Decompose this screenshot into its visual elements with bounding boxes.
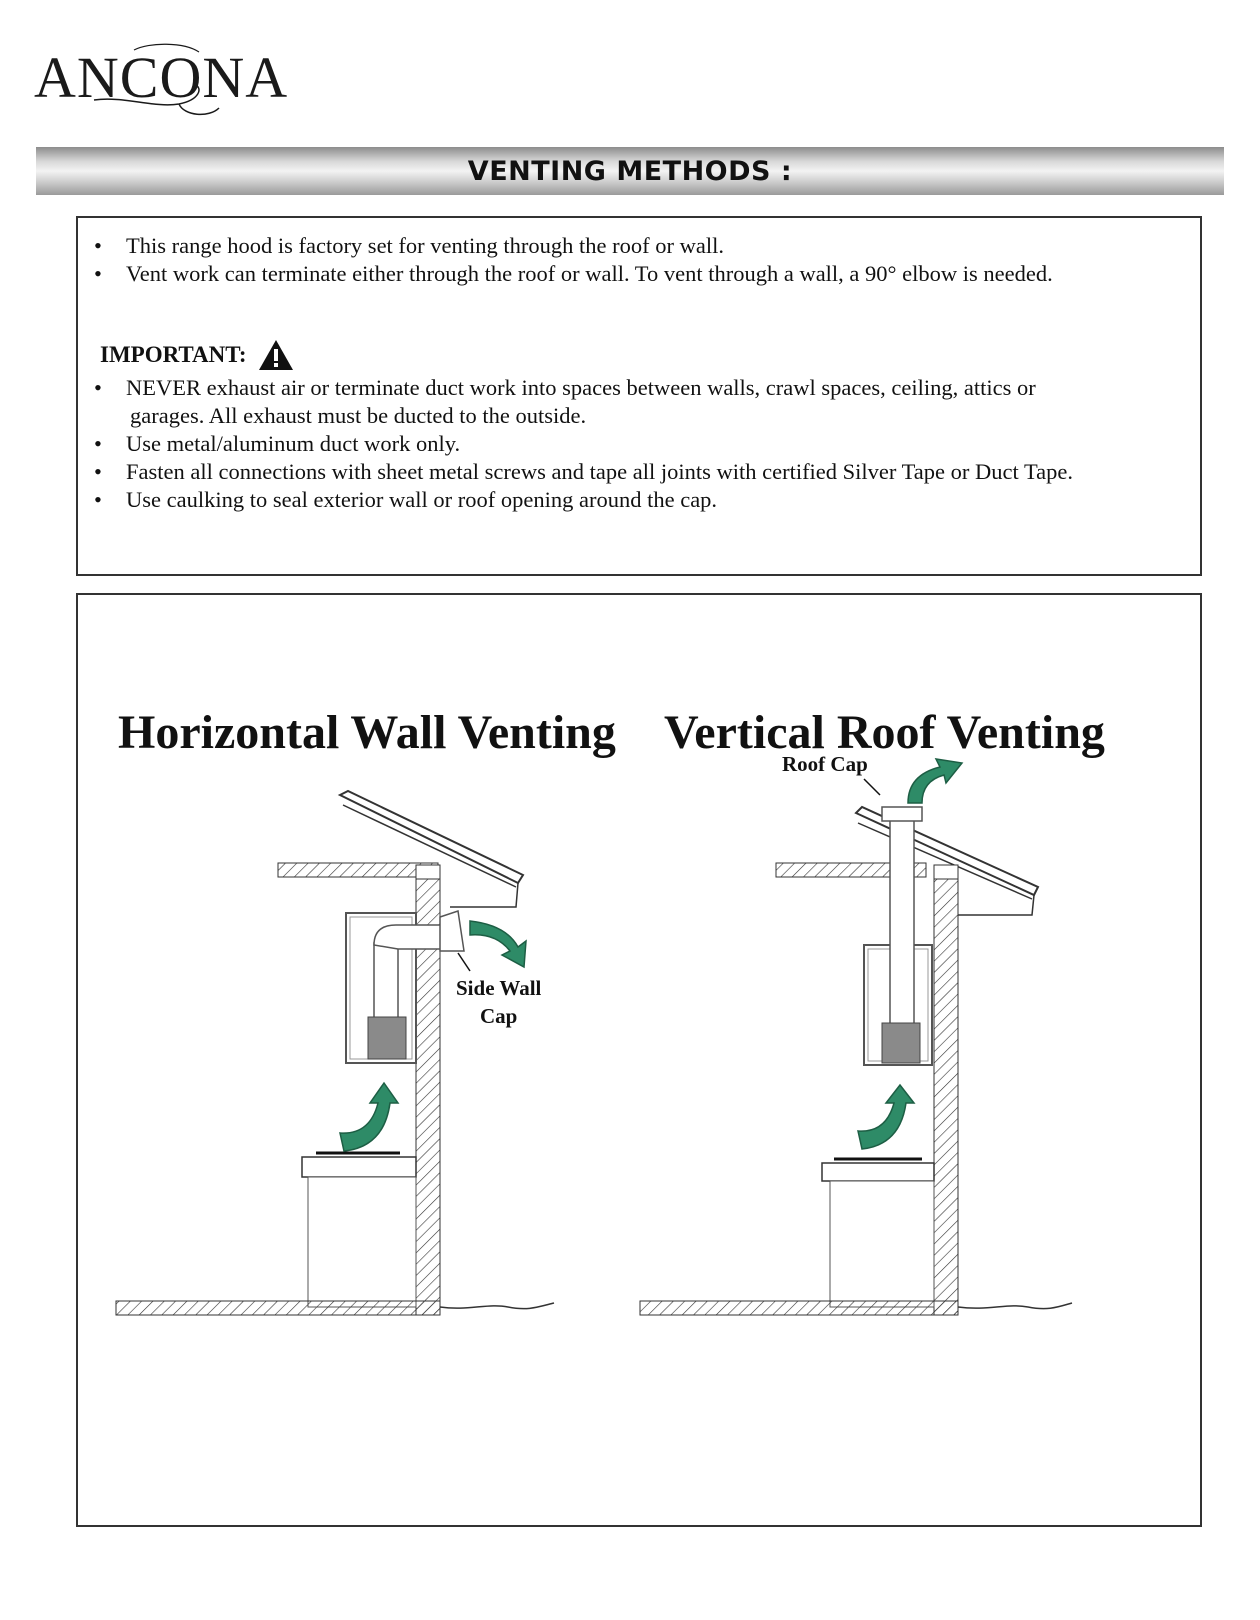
floor xyxy=(640,1301,958,1315)
horizontal-venting-title: Horizontal Wall Venting xyxy=(118,706,616,759)
exhaust-arrow-icon xyxy=(908,759,962,803)
section-banner xyxy=(36,147,1224,195)
section-title: VENTING METHODS : xyxy=(467,155,793,187)
list-item xyxy=(90,374,1190,430)
roof-cap xyxy=(882,807,922,821)
side-wall-cap-label-2: Cap xyxy=(480,1004,518,1028)
horizontal-venting-diagram xyxy=(116,791,554,1315)
ceiling-slab xyxy=(278,863,438,877)
list-item-line: NEVER exhaust air or terminate duct work into spaces between walls, crawl spaces, ceiling, attics or xyxy=(126,375,1036,400)
exterior-wall xyxy=(934,877,958,1315)
list-item: • Vent work can terminate either through the roof or wall. To vent through a wall, a 90° elbow is needed. xyxy=(90,260,1190,288)
vertical-venting-title: Vertical Roof Venting xyxy=(664,706,1105,759)
cabinet xyxy=(830,1181,934,1307)
important-list xyxy=(90,374,1190,514)
cabinet xyxy=(308,1177,416,1307)
list-item: • This range hood is factory set for venting through the roof or wall. xyxy=(90,232,1190,260)
airflow-arrow-icon xyxy=(858,1085,914,1149)
logo-swirl-icon xyxy=(34,38,304,118)
side-wall-cap-label: Side Wall xyxy=(456,976,542,1000)
brand-name: ANCONA xyxy=(34,45,289,110)
blower-motor xyxy=(882,1023,920,1063)
important-label: IMPORTANT: xyxy=(100,342,247,367)
important-heading xyxy=(100,338,295,372)
list-item-line: garages. All exhaust must be ducted to the outside. xyxy=(130,403,587,428)
list-item: • Use caulking to seal exterior wall or roof opening around the cap. xyxy=(90,486,1190,514)
countertop xyxy=(822,1163,934,1181)
side-wall-cap xyxy=(440,911,464,951)
roof-cap-label: Roof Cap xyxy=(782,752,868,776)
list-item: • Fasten all connections with sheet metal screws and tape all joints with certified Silver Tape or Duct Tape. xyxy=(90,458,1190,486)
list-item: • Use metal/aluminum duct work only. xyxy=(90,430,1190,458)
warning-icon xyxy=(257,338,295,372)
airflow-arrow-icon xyxy=(340,1083,398,1151)
venting-diagrams xyxy=(78,595,1200,1525)
vertical-venting-diagram xyxy=(640,752,1072,1315)
countertop xyxy=(302,1157,416,1177)
blower-motor xyxy=(368,1017,406,1059)
floor xyxy=(116,1301,440,1315)
duct xyxy=(890,817,914,1029)
instructions-box xyxy=(76,216,1202,576)
ancona-logo xyxy=(34,38,304,118)
diagrams-box xyxy=(76,593,1202,1527)
intro-list xyxy=(90,232,1190,288)
exhaust-arrow-icon xyxy=(470,921,526,967)
